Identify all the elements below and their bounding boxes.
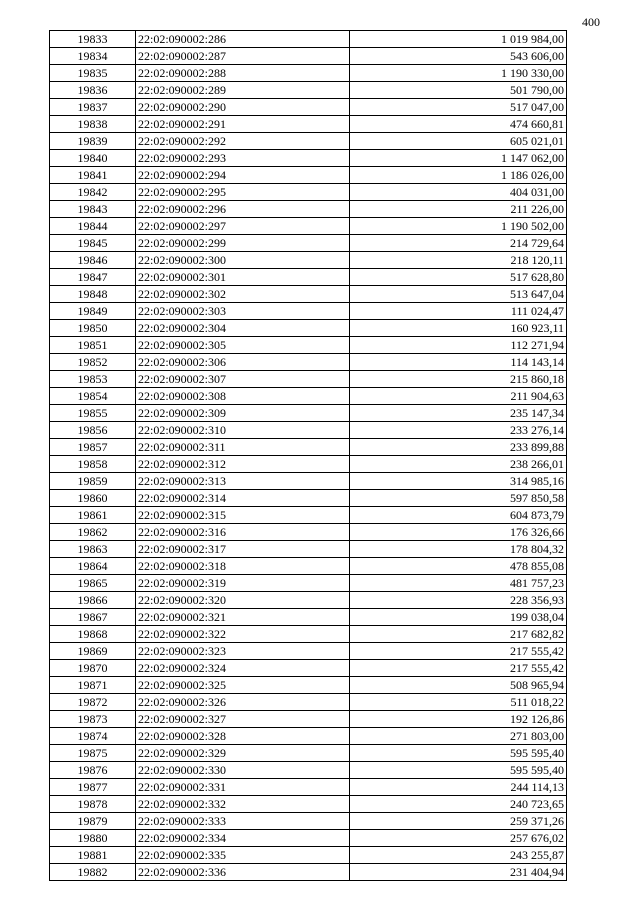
row-number-cell: 19833 — [50, 31, 136, 48]
cadastral-value-cell: 474 660,81 — [350, 116, 567, 133]
table-row — [50, 31, 567, 48]
row-number-cell: 19849 — [50, 303, 136, 320]
cadastral-value-cell: 215 860,18 — [350, 371, 567, 388]
table-row — [50, 762, 567, 779]
row-number-cell: 19856 — [50, 422, 136, 439]
table-row — [50, 218, 567, 235]
table-row — [50, 116, 567, 133]
cadastral-value-cell: 508 965,94 — [350, 677, 567, 694]
table-row — [50, 796, 567, 813]
table-row — [50, 558, 567, 575]
cadastral-value-cell: 1 186 026,00 — [350, 167, 567, 184]
row-number-cell: 19882 — [50, 864, 136, 881]
cadastral-value-cell: 597 850,58 — [350, 490, 567, 507]
row-number-cell: 19850 — [50, 320, 136, 337]
row-number-cell: 19866 — [50, 592, 136, 609]
row-number-cell: 19852 — [50, 354, 136, 371]
table-row — [50, 592, 567, 609]
row-number-cell: 19872 — [50, 694, 136, 711]
cadastral-value-cell: 511 018,22 — [350, 694, 567, 711]
row-number-cell: 19869 — [50, 643, 136, 660]
cadastral-number-cell: 22:02:090002:290 — [136, 99, 350, 116]
cadastral-value-cell: 257 676,02 — [350, 830, 567, 847]
row-number-cell: 19836 — [50, 82, 136, 99]
cadastral-number-cell: 22:02:090002:319 — [136, 575, 350, 592]
row-number-cell: 19862 — [50, 524, 136, 541]
cadastral-number-cell: 22:02:090002:324 — [136, 660, 350, 677]
cadastral-value-cell: 112 271,94 — [350, 337, 567, 354]
cadastral-value-cell: 517 628,80 — [350, 269, 567, 286]
cadastral-number-cell: 22:02:090002:311 — [136, 439, 350, 456]
cadastral-value-cell: 235 147,34 — [350, 405, 567, 422]
row-number-cell: 19846 — [50, 252, 136, 269]
cadastral-value-cell: 217 555,42 — [350, 643, 567, 660]
table-row — [50, 320, 567, 337]
table-row — [50, 473, 567, 490]
table-row — [50, 201, 567, 218]
cadastral-value-cell: 595 595,40 — [350, 745, 567, 762]
row-number-cell: 19876 — [50, 762, 136, 779]
cadastral-value-cell: 1 019 984,00 — [350, 31, 567, 48]
cadastral-value-cell: 517 047,00 — [350, 99, 567, 116]
row-number-cell: 19870 — [50, 660, 136, 677]
cadastral-number-cell: 22:02:090002:307 — [136, 371, 350, 388]
table-row — [50, 456, 567, 473]
row-number-cell: 19865 — [50, 575, 136, 592]
cadastral-number-cell: 22:02:090002:309 — [136, 405, 350, 422]
table-row — [50, 337, 567, 354]
table-body — [50, 31, 567, 881]
cadastral-value-cell: 1 190 330,00 — [350, 65, 567, 82]
cadastral-number-cell: 22:02:090002:329 — [136, 745, 350, 762]
cadastral-number-cell: 22:02:090002:318 — [136, 558, 350, 575]
cadastral-value-cell: 233 899,88 — [350, 439, 567, 456]
row-number-cell: 19874 — [50, 728, 136, 745]
table-row — [50, 711, 567, 728]
row-number-cell: 19842 — [50, 184, 136, 201]
cadastral-number-cell: 22:02:090002:310 — [136, 422, 350, 439]
cadastral-number-cell: 22:02:090002:331 — [136, 779, 350, 796]
table-row — [50, 813, 567, 830]
cadastral-number-cell: 22:02:090002:289 — [136, 82, 350, 99]
table-row — [50, 626, 567, 643]
table-row — [50, 422, 567, 439]
cadastral-value-cell: 176 326,66 — [350, 524, 567, 541]
cadastral-number-cell: 22:02:090002:291 — [136, 116, 350, 133]
table-row — [50, 371, 567, 388]
cadastral-value-cell: 314 985,16 — [350, 473, 567, 490]
cadastral-number-cell: 22:02:090002:330 — [136, 762, 350, 779]
cadastral-value-cell: 604 873,79 — [350, 507, 567, 524]
row-number-cell: 19875 — [50, 745, 136, 762]
table-row — [50, 354, 567, 371]
cadastral-value-cell: 228 356,93 — [350, 592, 567, 609]
cadastral-number-cell: 22:02:090002:301 — [136, 269, 350, 286]
table-row — [50, 133, 567, 150]
cadastral-value-table — [49, 30, 567, 881]
cadastral-number-cell: 22:02:090002:294 — [136, 167, 350, 184]
table-row — [50, 660, 567, 677]
table-row — [50, 830, 567, 847]
row-number-cell: 19860 — [50, 490, 136, 507]
table-row — [50, 235, 567, 252]
cadastral-number-cell: 22:02:090002:333 — [136, 813, 350, 830]
row-number-cell: 19845 — [50, 235, 136, 252]
cadastral-value-cell: 214 729,64 — [350, 235, 567, 252]
cadastral-number-cell: 22:02:090002:322 — [136, 626, 350, 643]
table-row — [50, 303, 567, 320]
cadastral-number-cell: 22:02:090002:332 — [136, 796, 350, 813]
table-row — [50, 286, 567, 303]
cadastral-number-cell: 22:02:090002:292 — [136, 133, 350, 150]
cadastral-number-cell: 22:02:090002:297 — [136, 218, 350, 235]
cadastral-number-cell: 22:02:090002:299 — [136, 235, 350, 252]
row-number-cell: 19857 — [50, 439, 136, 456]
row-number-cell: 19854 — [50, 388, 136, 405]
row-number-cell: 19868 — [50, 626, 136, 643]
row-number-cell: 19864 — [50, 558, 136, 575]
row-number-cell: 19841 — [50, 167, 136, 184]
cadastral-number-cell: 22:02:090002:293 — [136, 150, 350, 167]
cadastral-number-cell: 22:02:090002:303 — [136, 303, 350, 320]
table-row — [50, 643, 567, 660]
row-number-cell: 19859 — [50, 473, 136, 490]
row-number-cell: 19863 — [50, 541, 136, 558]
row-number-cell: 19844 — [50, 218, 136, 235]
row-number-cell: 19881 — [50, 847, 136, 864]
cadastral-number-cell: 22:02:090002:317 — [136, 541, 350, 558]
row-number-cell: 19871 — [50, 677, 136, 694]
cadastral-value-cell: 192 126,86 — [350, 711, 567, 728]
cadastral-value-cell: 231 404,94 — [350, 864, 567, 881]
row-number-cell: 19880 — [50, 830, 136, 847]
cadastral-number-cell: 22:02:090002:304 — [136, 320, 350, 337]
cadastral-number-cell: 22:02:090002:334 — [136, 830, 350, 847]
table-row — [50, 609, 567, 626]
row-number-cell: 19877 — [50, 779, 136, 796]
row-number-cell: 19834 — [50, 48, 136, 65]
row-number-cell: 19835 — [50, 65, 136, 82]
table-row — [50, 388, 567, 405]
table-row — [50, 269, 567, 286]
table-row — [50, 507, 567, 524]
cadastral-number-cell: 22:02:090002:286 — [136, 31, 350, 48]
cadastral-value-cell: 605 021,01 — [350, 133, 567, 150]
cadastral-value-cell: 481 757,23 — [350, 575, 567, 592]
row-number-cell: 19851 — [50, 337, 136, 354]
cadastral-number-cell: 22:02:090002:321 — [136, 609, 350, 626]
cadastral-number-cell: 22:02:090002:302 — [136, 286, 350, 303]
cadastral-value-cell: 218 120,11 — [350, 252, 567, 269]
cadastral-number-cell: 22:02:090002:314 — [136, 490, 350, 507]
cadastral-value-cell: 1 190 502,00 — [350, 218, 567, 235]
cadastral-value-cell: 233 276,14 — [350, 422, 567, 439]
cadastral-number-cell: 22:02:090002:326 — [136, 694, 350, 711]
row-number-cell: 19855 — [50, 405, 136, 422]
cadastral-value-cell: 404 031,00 — [350, 184, 567, 201]
row-number-cell: 19838 — [50, 116, 136, 133]
cadastral-number-cell: 22:02:090002:296 — [136, 201, 350, 218]
table-row — [50, 541, 567, 558]
row-number-cell: 19861 — [50, 507, 136, 524]
cadastral-value-cell: 217 682,82 — [350, 626, 567, 643]
cadastral-value-cell: 114 143,14 — [350, 354, 567, 371]
cadastral-number-cell: 22:02:090002:327 — [136, 711, 350, 728]
cadastral-number-cell: 22:02:090002:295 — [136, 184, 350, 201]
cadastral-number-cell: 22:02:090002:287 — [136, 48, 350, 65]
cadastral-value-cell: 211 226,00 — [350, 201, 567, 218]
table-row — [50, 490, 567, 507]
row-number-cell: 19873 — [50, 711, 136, 728]
table-row — [50, 439, 567, 456]
cadastral-value-cell: 238 266,01 — [350, 456, 567, 473]
cadastral-number-cell: 22:02:090002:323 — [136, 643, 350, 660]
table-row — [50, 677, 567, 694]
cadastral-number-cell: 22:02:090002:325 — [136, 677, 350, 694]
cadastral-number-cell: 22:02:090002:336 — [136, 864, 350, 881]
row-number-cell: 19837 — [50, 99, 136, 116]
cadastral-value-cell: 243 255,87 — [350, 847, 567, 864]
table-row — [50, 864, 567, 881]
cadastral-value-cell: 240 723,65 — [350, 796, 567, 813]
row-number-cell: 19867 — [50, 609, 136, 626]
table-row — [50, 524, 567, 541]
cadastral-value-cell: 244 114,13 — [350, 779, 567, 796]
cadastral-value-cell: 271 803,00 — [350, 728, 567, 745]
table-row — [50, 694, 567, 711]
cadastral-number-cell: 22:02:090002:308 — [136, 388, 350, 405]
table-row — [50, 184, 567, 201]
cadastral-number-cell: 22:02:090002:320 — [136, 592, 350, 609]
cadastral-number-cell: 22:02:090002:305 — [136, 337, 350, 354]
row-number-cell: 19843 — [50, 201, 136, 218]
table-row — [50, 745, 567, 762]
table-row — [50, 575, 567, 592]
table-row — [50, 48, 567, 65]
cadastral-value-cell: 513 647,04 — [350, 286, 567, 303]
cadastral-value-cell: 160 923,11 — [350, 320, 567, 337]
cadastral-value-cell: 1 147 062,00 — [350, 150, 567, 167]
cadastral-number-cell: 22:02:090002:288 — [136, 65, 350, 82]
cadastral-number-cell: 22:02:090002:313 — [136, 473, 350, 490]
table-row — [50, 847, 567, 864]
cadastral-number-cell: 22:02:090002:312 — [136, 456, 350, 473]
row-number-cell: 19858 — [50, 456, 136, 473]
table-row — [50, 82, 567, 99]
cadastral-value-cell: 478 855,08 — [350, 558, 567, 575]
cadastral-value-cell: 111 024,47 — [350, 303, 567, 320]
table-row — [50, 252, 567, 269]
cadastral-number-cell: 22:02:090002:300 — [136, 252, 350, 269]
row-number-cell: 19848 — [50, 286, 136, 303]
cadastral-number-cell: 22:02:090002:315 — [136, 507, 350, 524]
cadastral-value-cell: 217 555,42 — [350, 660, 567, 677]
row-number-cell: 19853 — [50, 371, 136, 388]
row-number-cell: 19847 — [50, 269, 136, 286]
cadastral-value-cell: 501 790,00 — [350, 82, 567, 99]
row-number-cell: 19878 — [50, 796, 136, 813]
cadastral-number-cell: 22:02:090002:328 — [136, 728, 350, 745]
cadastral-value-cell: 595 595,40 — [350, 762, 567, 779]
table-row — [50, 99, 567, 116]
table-row — [50, 167, 567, 184]
row-number-cell: 19840 — [50, 150, 136, 167]
table-row — [50, 65, 567, 82]
cadastral-value-cell: 199 038,04 — [350, 609, 567, 626]
row-number-cell: 19839 — [50, 133, 136, 150]
cadastral-value-cell: 259 371,26 — [350, 813, 567, 830]
table-row — [50, 150, 567, 167]
page-number: 400 — [582, 15, 600, 29]
table-row — [50, 728, 567, 745]
cadastral-number-cell: 22:02:090002:316 — [136, 524, 350, 541]
cadastral-value-cell: 543 606,00 — [350, 48, 567, 65]
cadastral-value-cell: 178 804,32 — [350, 541, 567, 558]
table-row — [50, 779, 567, 796]
row-number-cell: 19879 — [50, 813, 136, 830]
cadastral-number-cell: 22:02:090002:306 — [136, 354, 350, 371]
cadastral-number-cell: 22:02:090002:335 — [136, 847, 350, 864]
cadastral-value-cell: 211 904,63 — [350, 388, 567, 405]
table-row — [50, 405, 567, 422]
